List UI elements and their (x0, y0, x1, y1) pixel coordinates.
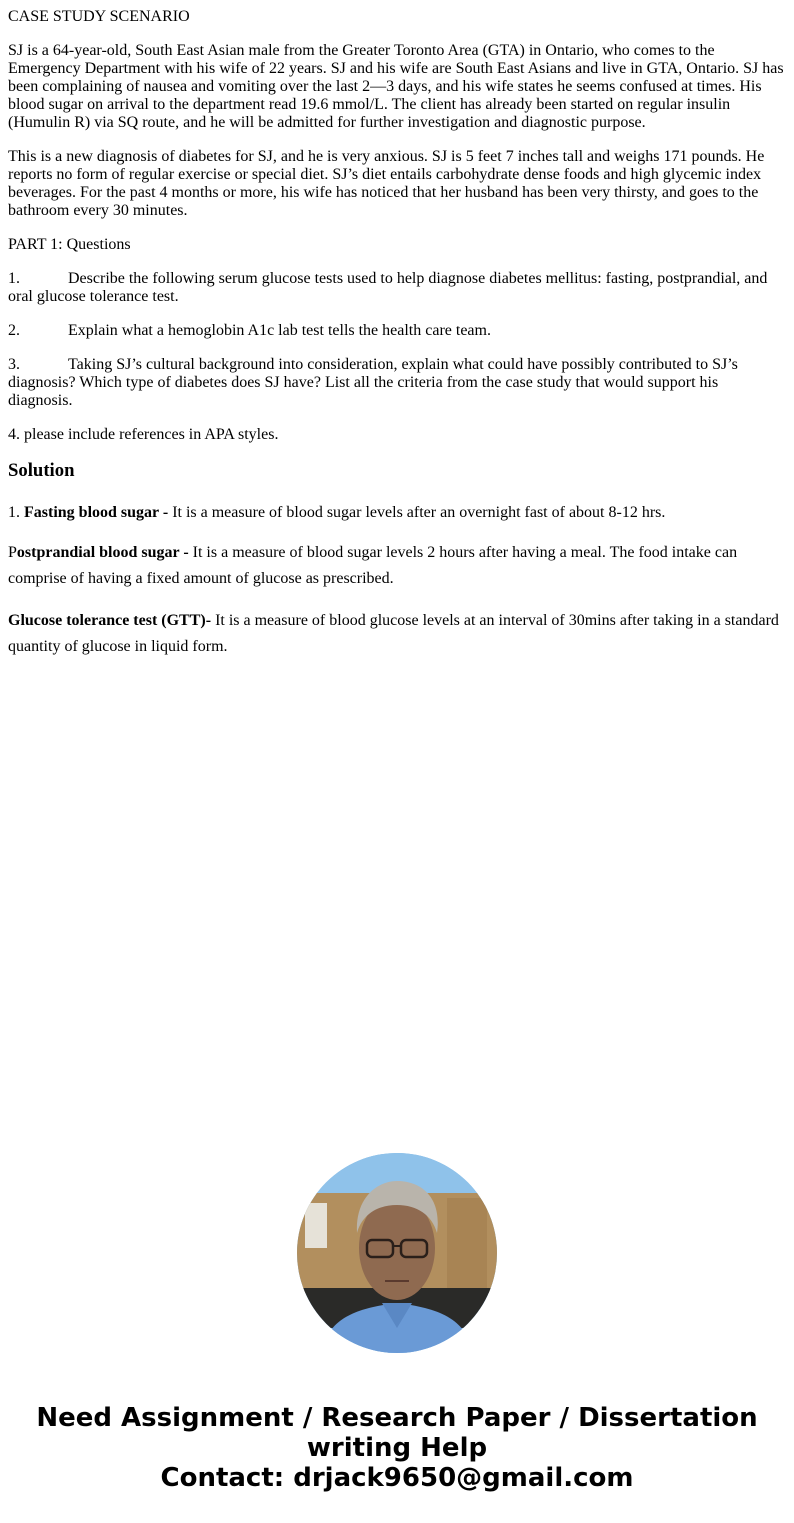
question-item: 4. please include references in APA styles. (8, 426, 279, 443)
promo-banner (0, 1403, 794, 1493)
question-text: Explain what a hemoglobin A1c lab test tells the health care team. (68, 322, 491, 339)
scenario-paragraph: SJ is a 64-year-old, South East Asian male from the Greater Toronto Area (GTA) in Ontario, who comes to the Emergency Department with his wife of 22 years. SJ and his wife are South East Asians and live in GTA, Ontario. SJ has been complaining of nausea and vomiting over the last 2—3 days, and his wife states he seems confused at times. His blood sugar on arrival to the department read 19.6 mmol/L. The client has already been started on regular insulin (Humulin R) via SQ route, and he will be admitted for further investigation and diagnostic purpose. (8, 42, 784, 131)
scenario-paragraph: This is a new diagnosis of diabetes for SJ, and he is very anxious. SJ is 5 feet 7 inches tall and weighs 171 pounds. He reports no form of regular exercise or special diet. SJ’s diet entails carbohydrate dense foods and high glycemic index beverages. For the past 4 months or more, his wife has noticed that her husband has been very thirsty, and goes to the bathroom every 30 minutes. (8, 148, 765, 219)
answer-term: Fasting blood sugar - (24, 504, 169, 521)
avatar (297, 1153, 497, 1353)
document-body (0, 0, 794, 660)
question-number: 2. (8, 322, 20, 339)
answer-text: It is a measure of blood glucose levels at an interval of 30mins after taking in a standard quantity of glucose in liquid form. (8, 612, 779, 655)
promo-line-1: Need Assignment / Research Paper / Dissertation (36, 1403, 758, 1433)
promo-contact-email: Contact: drjack9650@gmail.com (160, 1463, 634, 1493)
question-item (8, 270, 786, 306)
question-text: Describe the following serum glucose tests used to help diagnose diabetes mellitus: fasting, postprandial, and oral glucose tolerance test. (8, 270, 768, 305)
promo-line-2: writing Help (306, 1433, 488, 1463)
solution-answers (8, 500, 786, 660)
question-item (8, 322, 786, 340)
answer-postprandial (8, 540, 786, 592)
answer-prefix: 1. (8, 504, 24, 521)
questions-heading: PART 1: Questions (8, 236, 131, 253)
answer-fasting (8, 500, 786, 526)
answer-text: It is a measure of blood sugar levels after an overnight fast of about 8-12 hrs. (168, 504, 666, 521)
tutor-portrait-icon (297, 1153, 497, 1353)
answer-term-initial: P (8, 544, 17, 561)
scenario-title: CASE STUDY SCENARIO (8, 8, 190, 25)
question-text: Taking SJ’s cultural background into consideration, explain what could have possibly contributed to SJ’s diagnosis? Which type of diabetes does SJ have? List all the criteria from the case study that would support his diagnosis. (8, 356, 738, 409)
question-number: 3. (8, 356, 20, 373)
answer-term: Glucose tolerance test (GTT)- (8, 612, 212, 629)
question-number: 1. (8, 270, 20, 287)
answer-term: ostprandial blood sugar - (16, 544, 189, 561)
answer-text: It is a measure of blood sugar levels 2 hours after having a meal. The food intake can comprise of having a fixed amount of glucose as prescribed. (8, 544, 738, 587)
answer-gtt (8, 608, 786, 660)
solution-heading: Solution (8, 460, 75, 481)
question-item (8, 356, 786, 410)
